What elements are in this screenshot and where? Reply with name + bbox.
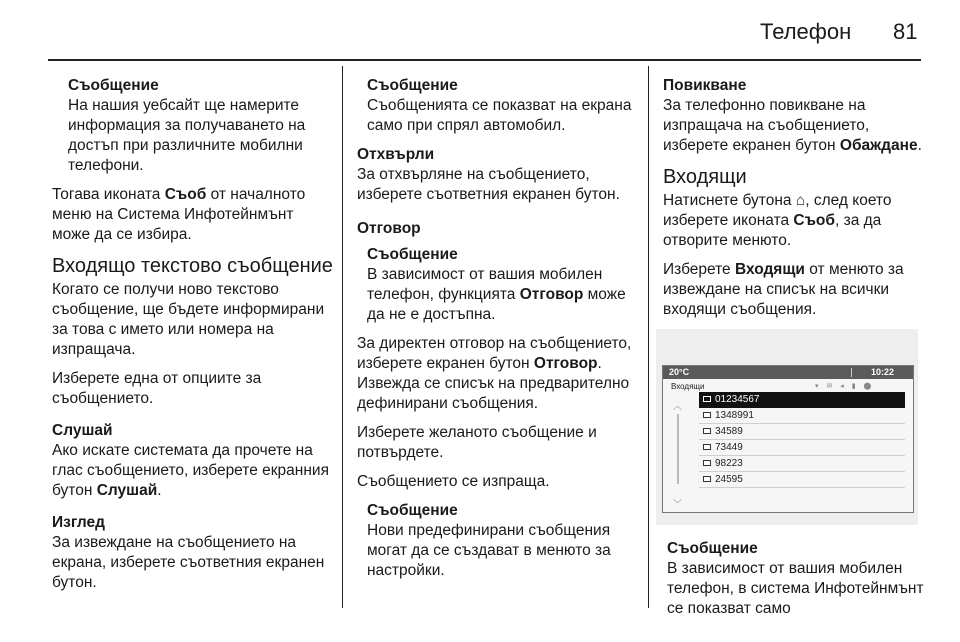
envelope-icon [703,444,711,450]
paragraph: За отхвърляне на съобщението, изберете съответния екранен бутон. [357,166,620,203]
column-3 [663,76,925,628]
paragraph [663,96,933,156]
paragraph: Изберете желаното съобщение и потвърдете. [357,424,597,461]
message-item[interactable] [699,472,905,488]
envelope-icon [703,460,711,466]
subheading-reject: Отхвърли [357,146,435,163]
scroll-up-icon[interactable]: ︿ [673,401,683,411]
column-2 [357,76,633,590]
text: . [917,137,922,154]
status-divider [851,368,852,377]
column-divider-2 [648,66,649,608]
bold-term: Съоб [793,212,835,229]
paragraph: Изберете една от опциите за съобщението. [52,370,262,407]
message-item[interactable] [699,440,905,456]
text: , след което изберете иконата [663,192,892,229]
header-rule [48,59,921,61]
paragraph [663,260,925,320]
note-title: Съобщение [667,540,758,557]
text: от менюто за извеждане на списък на всички входящи съобщения. [663,261,904,318]
envelope-icon [703,428,711,434]
message-sender: 34589 [715,426,743,437]
text: от началното меню на Система Инфотейнмънт може да се избира. [52,186,306,243]
page-number: 81 [893,19,918,44]
note-text [367,265,633,325]
note-box [663,539,925,619]
note-text: В зависимост от вашия мобилен телефон, в система Инфотейнмънт се показват само [667,560,924,617]
column-divider-1 [342,66,343,608]
note-title: Съобщение [68,77,159,94]
clock-readout: 10:22 [871,367,895,377]
note-box [357,76,633,136]
home-icon: ⌂ [795,192,806,209]
subheading-reply: Отговор [357,220,421,237]
envelope-icon [703,412,711,418]
page-header [0,0,960,62]
note-text: На нашия уебсайт ще намерите информация за получаването на достъп при различните мобилни телефони. [68,97,306,174]
message-sender: 73449 [715,442,743,453]
paragraph: За извеждане на съобщението на екрана, изберете съответния екранен бутон. [52,534,325,591]
section-heading: Входящи [663,166,747,188]
inbox-heading: Входящи [671,382,705,391]
note-box [357,501,633,581]
paragraph: Когато се получи ново текстово съобщение, ще бъдете информирани за това с името или номера на изпращача. [52,281,325,358]
scrollbar-track[interactable] [677,414,679,484]
bold-term: Отговор [533,355,598,372]
bold-term: Отговор [519,286,584,303]
text: може да не е достъпна. [367,286,626,323]
text: В зависимост от вашия мобилен телефон, функцията [367,266,603,303]
text: Тогава иконата [52,186,165,203]
text: . Извежда се списък на предварително дефинирани съобщения. [357,355,630,412]
note-title: Съобщение [367,77,458,94]
infotainment-screenshot [656,329,918,525]
message-sender: 24595 [715,474,743,485]
message-sender: 98223 [715,458,743,469]
paragraph [52,185,332,245]
message-list [699,392,905,488]
note-box [357,245,633,325]
inbox-screen [662,365,914,513]
note-box [60,76,330,176]
message-item[interactable] [699,408,905,424]
column-1 [52,76,333,602]
section-heading: Входящо текстово съобщение [52,255,333,277]
message-item[interactable] [699,392,905,408]
text: Ако искате системата да прочете на глас съобщението, изберете екранния бутон [52,442,329,499]
envelope-icon [703,396,711,402]
paragraph [357,334,633,414]
message-item[interactable] [699,456,905,472]
page-title: Телефон [760,19,852,44]
bold-term: Обаждане [839,137,918,154]
status-bar [663,366,913,379]
note-title: Съобщение [367,246,458,263]
temperature-readout: 20°C [669,367,690,377]
subheading-callback: Повикване [663,77,747,94]
note-text: Нови предефинирани съобщения могат да се създават в менюто за настройки. [367,522,611,579]
scroll-down-icon[interactable]: ﹀ [673,499,683,509]
message-sender: 01234567 [715,394,760,405]
status-icons: ▾ ✉ ◂ ▮ ⬤ [815,383,875,390]
text: Натиснете бутона [663,192,796,209]
text: За директен отговор на съобщението, изберете екранен бутон [357,335,632,372]
note-text: Съобщенията се показват на екрана само при спрял автомобил. [367,97,632,134]
paragraph: Съобщението се изпраща. [357,473,550,490]
text: Изберете [663,261,735,278]
message-sender: 1348991 [715,410,754,421]
note-title: Съобщение [367,502,458,519]
text: . [157,482,162,499]
bold-term: Слушай [96,482,158,499]
message-item[interactable] [699,424,905,440]
text: За телефонно повикване на изпращача на съобщението, изберете екранен бутон [663,97,870,154]
paragraph [52,441,330,501]
bold-term: Съоб [164,186,207,203]
text: , за да отворите менюто. [663,212,882,249]
bold-term: Входящи [734,261,805,278]
envelope-icon [703,476,711,482]
paragraph [663,191,925,251]
subheading-listen: Слушай [52,422,113,439]
subheading-view: Изглед [52,514,106,531]
